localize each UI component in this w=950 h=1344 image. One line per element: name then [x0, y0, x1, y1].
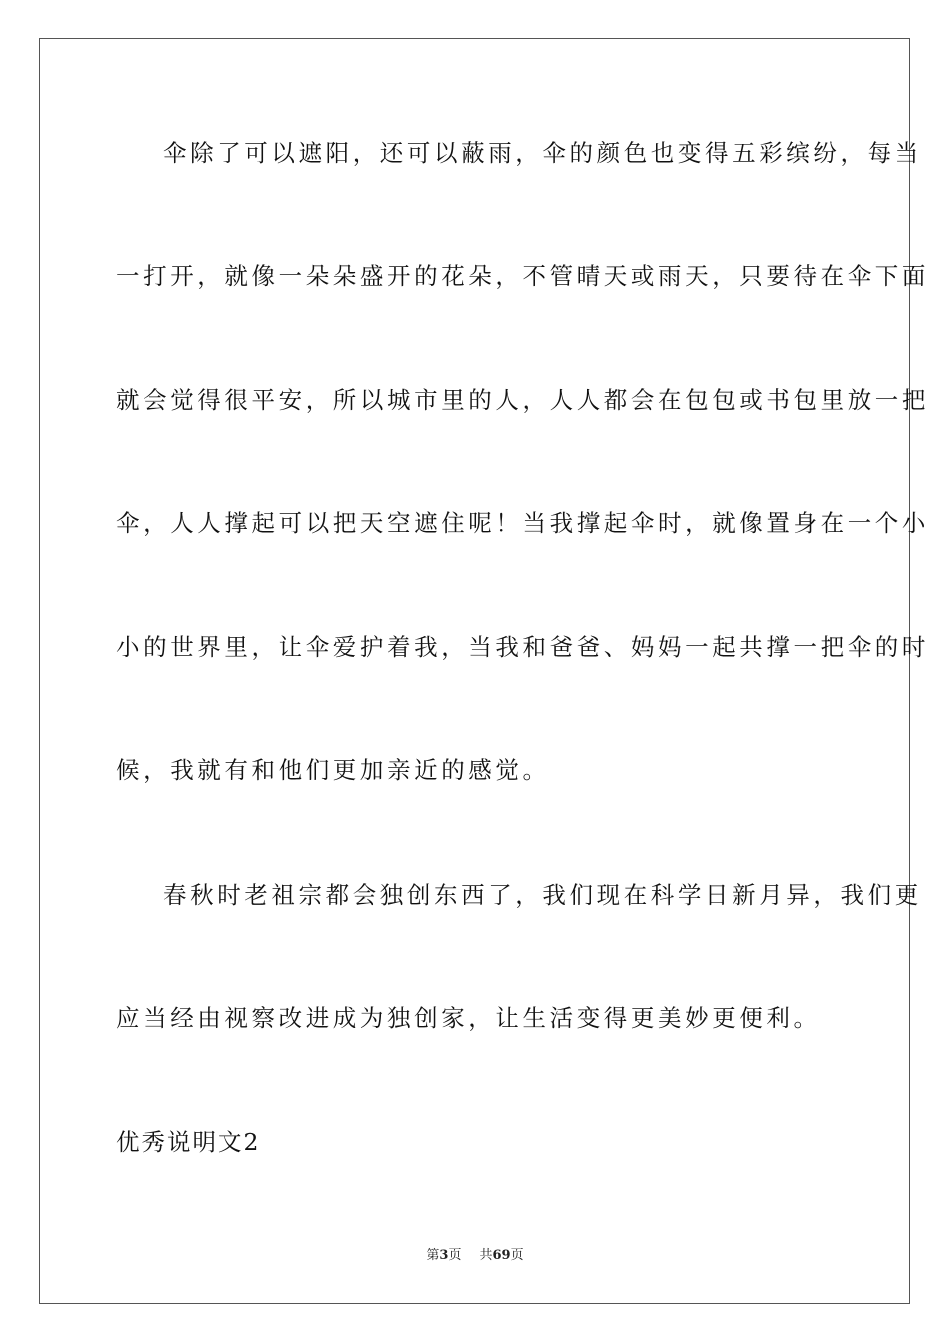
total-suffix: 页	[510, 1248, 524, 1263]
paragraph-1-line-4: 伞，人人撑起可以把天空遮住呢！当我撑起伞时，就像置身在一个小	[116, 509, 929, 537]
page-number: 3	[439, 1248, 449, 1263]
paragraph-2-line-2: 应当经由视察改进成为独创家，让生活变得更美妙更便利。	[116, 1004, 821, 1032]
paragraph-2-line-1: 春秋时老祖宗都会独创东西了，我们现在科学日新月异，我们更	[163, 881, 922, 909]
total-prefix: 共	[479, 1248, 493, 1263]
page-footer	[0, 1247, 950, 1265]
paragraph-1-line-6: 候，我就有和他们更加亲近的感觉。	[116, 756, 550, 784]
paragraph-1-line-1: 伞除了可以遮阳，还可以蔽雨，伞的颜色也变得五彩缤纷，每当	[163, 139, 922, 167]
page-border	[39, 38, 929, 1304]
paragraph-1-line-3: 就会觉得很平安，所以城市里的人，人人都会在包包或书包里放一把	[116, 386, 929, 414]
total-pages: 69	[492, 1248, 511, 1263]
section-heading: 优秀说明文2	[116, 1128, 261, 1156]
page-suffix: 页	[448, 1248, 462, 1263]
page-prefix: 第	[426, 1248, 440, 1263]
paragraph-1-line-5: 小的世界里，让伞爱护着我，当我和爸爸、妈妈一起共撑一把伞的时	[116, 633, 929, 661]
paragraph-1-line-2: 一打开，就像一朵朵盛开的花朵，不管晴天或雨天，只要待在伞下面	[116, 262, 929, 290]
